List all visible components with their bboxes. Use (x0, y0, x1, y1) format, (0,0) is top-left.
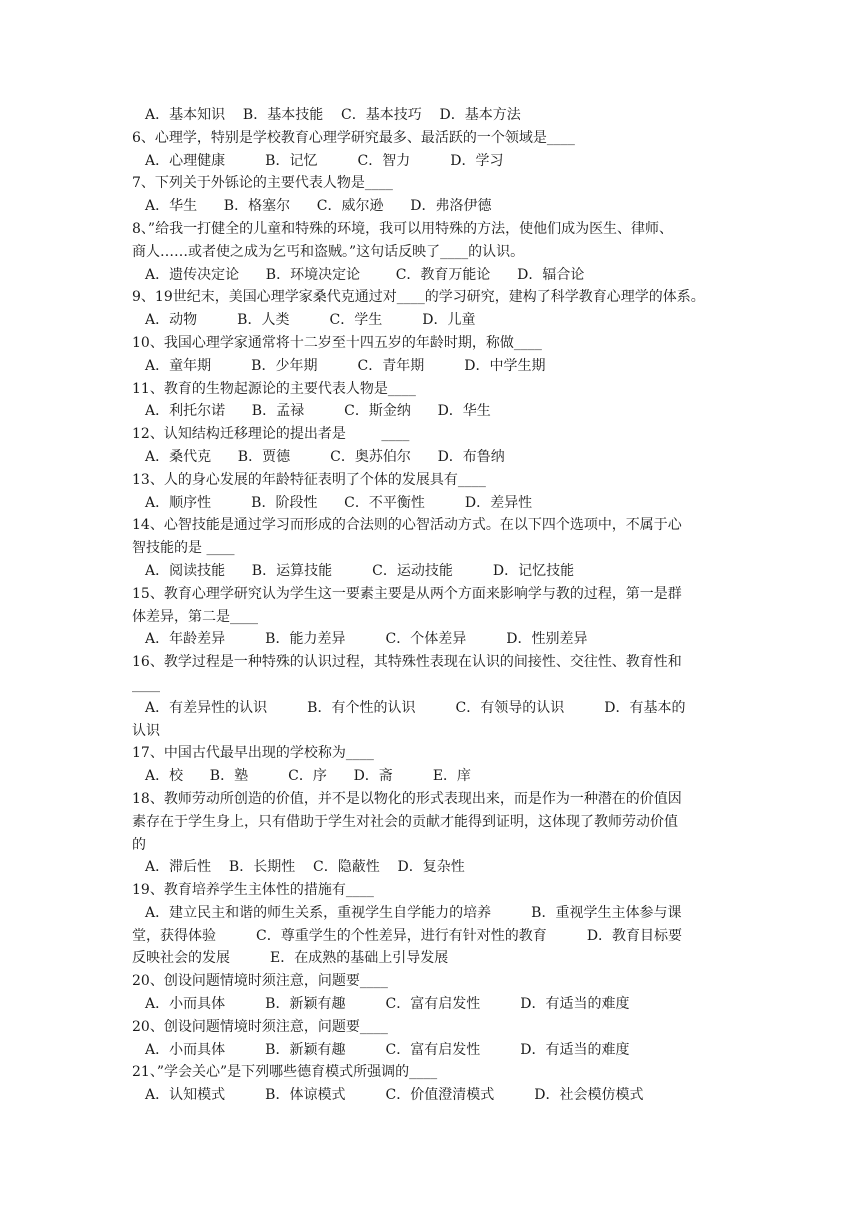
option-line: A．校 B．塾 C．序 D．斋 E．庠 (145, 768, 472, 785)
question-line: 体差异，第二是____ (132, 608, 258, 625)
question-line: 13、人的身心发展的年龄特征表明了个体的发展具有____ (132, 471, 486, 488)
option-line: A．顺序性 B．阶段性 C．不平衡性 D．差异性 (145, 494, 533, 511)
question-line: 12、认知结构迁移理论的提出者是 ____ (132, 426, 410, 443)
question-list (132, 104, 732, 1107)
question-line: 10、我国心理学家通常将十二岁至十四五岁的年龄时期，称做____ (132, 334, 542, 351)
option-line: A．童年期 B．少年期 C．青年期 D．中学生期 (145, 357, 546, 374)
question-line: 6、心理学，特别是学校教育心理学研究最多、最活跃的一个领域是____ (132, 129, 575, 146)
option-line: A．认知模式 B．体谅模式 C．价值澄清模式 D．社会模仿模式 (145, 1087, 644, 1104)
question-line: 20、创设问题情境时须注意，问题要____ (132, 1018, 388, 1035)
question-line: 智技能的是 ____ (132, 540, 235, 557)
question-line: 9、19世纪末，美国心理学家桑代克通过对____的学习研究，建构了科学教育心理学的体系。 (132, 289, 705, 306)
option-line: A．华生 B．格塞尔 C．威尔逊 D．弗洛伊德 (145, 198, 492, 215)
question-line: 素存在于学生身上，只有借助于学生对社会的贡献才能得到证明，这体现了教师劳动价值 (132, 813, 678, 830)
option-line: A．遗传决定论 B．环境决定论 C．教育万能论 D．辐合论 (145, 266, 585, 283)
option-line: A．建立民主和谐的师生关系，重视学生自学能力的培养 B．重视学生主体参与课 (145, 904, 682, 921)
question-line: 18、教师劳动所创造的价值，并不是以物化的形式表现出来，而是作为一种潜在的价值因 (132, 790, 682, 807)
question-line: 15、教育心理学研究认为学生这一要素主要是从两个方面来影响学与教的过程，第一是群 (132, 585, 682, 602)
question-line: ____ (132, 676, 160, 693)
question-line: 17、中国古代最早出现的学校称为____ (132, 745, 374, 762)
question-line: 20、创设问题情境时须注意，问题要____ (132, 973, 388, 990)
question-line: 堂，获得体验 C．尊重学生的个性差异，进行有针对性的教育 D．教育目标要 (132, 927, 683, 944)
question-line: 认识 (132, 722, 160, 739)
question-line: 21、”学会关心”是下列哪些德育模式所强调的____ (132, 1064, 438, 1081)
option-line: A．有差异性的认识 B．有个性的认识 C．有领导的认识 D．有基本的 (145, 699, 686, 716)
option-line: A．小而具体 B．新颖有趣 C．富有启发性 D．有适当的难度 (145, 996, 630, 1013)
question-line: 的 (132, 836, 146, 853)
option-line: A．滞后性 B．长期性 C．隐蔽性 D．复杂性 (145, 859, 465, 876)
question-line: 商人……或者使之成为乞丐和盗贼。”这句话反映了____的认识。 (132, 243, 525, 260)
option-line: A．基本知识 B．基本技能 C．基本技巧 D．基本方法 (145, 107, 521, 123)
question-line: 14、心智技能是通过学习而形成的合法则的心智活动方式。在以下四个选项中，不属于心 (132, 517, 682, 534)
question-line: 11、教育的生物起源论的主要代表人物是____ (132, 380, 416, 397)
option-line: A．小而具体 B．新颖有趣 C．富有启发性 D．有适当的难度 (145, 1041, 630, 1058)
option-line: A．桑代克 B．贾德 C．奥苏伯尔 D．布鲁纳 (145, 448, 505, 465)
question-line: 8、”给我一打健全的儿童和特殊的环境，我可以用特殊的方法，使他们成为医生、律师、 (132, 220, 674, 237)
question-line: 反映社会的发展 E．在成熟的基础上引导发展 (132, 950, 449, 967)
question-line: 7、下列关于外铄论的主要代表人物是____ (132, 175, 393, 192)
question-line: 16、教学过程是一种特殊的认识过程，其特殊性表现在认识的间接性、交往性、教育性和 (132, 654, 682, 671)
option-line: A．年龄差异 B．能力差异 C．个体差异 D．性别差异 (145, 631, 588, 648)
option-line: A．利托尔诺 B．孟禄 C．斯金纳 D．华生 (145, 403, 491, 420)
option-line: A．心理健康 B．记忆 C．智力 D．学习 (145, 152, 504, 169)
option-line: A．动物 B．人类 C．学生 D．儿童 (145, 312, 476, 329)
option-line: A．阅读技能 B．运算技能 C．运动技能 D．记忆技能 (145, 562, 575, 579)
question-line: 19、教育培养学生主体性的措施有____ (132, 882, 374, 899)
